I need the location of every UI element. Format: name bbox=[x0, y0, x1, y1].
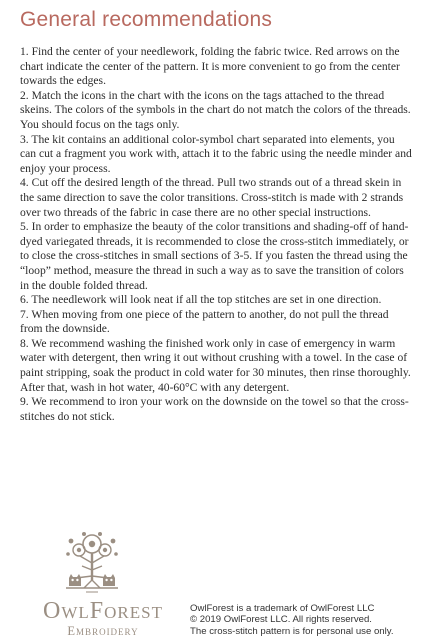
recommendations-list bbox=[20, 45, 412, 424]
trademark-line: OwlForest is a trademark of OwlForest LLC bbox=[190, 603, 375, 614]
recommendation-item-5: 5. In order to emphasize the beauty of the color transitions and shading-off of hand-dyed variegated threads, it is recommended to close the cross-stitch immediately, or to close the cross-stitches in small sections of 3-5. If you fasten the thread using the “loop” method, measure the thread in such a way as to save the transition of colors in the double folded thread. bbox=[20, 220, 409, 292]
brand-subtitle: Embroidery bbox=[67, 624, 139, 638]
recommendation-item-9: 9. We recommend to iron your work on the downside on the towel so that the cross-stitches do not stick. bbox=[20, 395, 409, 423]
recommendation-item-4: 4. Cut off the desired length of the thread. Pull two strands out of a thread skein in the same direction to save the color transitions. Cross-stitch is made with 2 strands over two threads of the fabric in case there are no other special instructions. bbox=[20, 176, 404, 219]
copyright-line: © 2019 OwlForest LLC. All rights reserved. bbox=[190, 614, 372, 626]
usage-line: The cross-stitch pattern is for personal use only. bbox=[190, 625, 394, 637]
footer bbox=[0, 530, 432, 643]
recommendation-item-7: 7. When moving from one piece of the pattern to another, do not pull the thread from the downside. bbox=[20, 307, 389, 336]
recommendation-item-8: 8. We recommend washing the finished work only in case of emergency in warm water with detergent, then wring it out without crushing with a towel. In the case of paint stripping, soak the product in cold water for 30 minutes, then rinse thoroughly. After that, wash in hot water, 40-60°C with any detergent. bbox=[20, 336, 411, 394]
recommendation-item-2: 2. Match the icons in the chart with the icons on the tags attached to the thread skeins. The colors of the symbols in the chart do not match the colors of the threads. You should focus on the tags only. bbox=[20, 88, 411, 131]
legal-notice bbox=[190, 603, 426, 637]
recommendation-item-3: 3. The kit contains an additional color-symbol chart separated into elements, you can cut a fragment you work with, attach it to the fabric using the needle minder and enjoy your process. bbox=[20, 132, 412, 175]
tree-with-owls-logo-icon bbox=[58, 530, 126, 596]
recommendation-item-6: 6. The needlework will look neat if all the top stitches are set in one direction. bbox=[20, 293, 382, 307]
page-title: General recommendations bbox=[20, 8, 273, 31]
recommendation-item-1: 1. Find the center of your needlework, folding the fabric twice. Red arrows on the chart indicate the center of the pattern. It is more convenient to go from the center towards the edges. bbox=[20, 45, 400, 88]
brand-name: OwlForest bbox=[43, 598, 163, 624]
